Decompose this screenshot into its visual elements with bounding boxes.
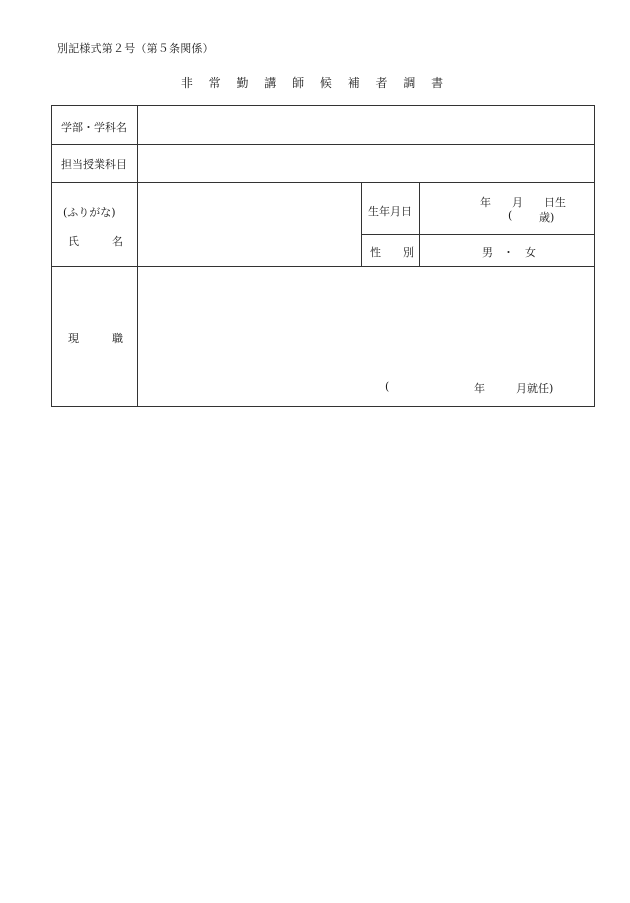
label-column-divider — [137, 106, 138, 406]
employed-month-suffix: 月就任) — [516, 382, 554, 395]
furigana-label: (ふりがな) — [63, 206, 116, 219]
name-label: 氏 名 — [68, 235, 123, 248]
birth-label-right-divider — [419, 182, 420, 266]
age-suffix: 歳) — [539, 211, 555, 224]
document-title: 非 常 勤 講 師 候 補 者 調 書 — [180, 76, 450, 90]
row-divider-birth-gender — [361, 234, 594, 235]
name-field[interactable] — [147, 198, 352, 254]
gender-male[interactable]: 男 — [482, 246, 493, 259]
gender-separator: ・ — [503, 246, 514, 259]
occupation-field[interactable] — [147, 278, 587, 368]
gender-label: 性 別 — [370, 246, 414, 259]
employed-open-paren: ( — [385, 380, 390, 393]
row-divider-3 — [52, 266, 594, 267]
faculty-label: 学部・学科名 — [61, 121, 127, 134]
faculty-field[interactable] — [147, 119, 587, 135]
birthdate-label: 生年月日 — [368, 205, 412, 218]
subject-label: 担当授業科目 — [61, 158, 127, 171]
form-reference: 別記様式第２号（第５条関係） — [57, 42, 214, 55]
age-open-paren: ( — [508, 209, 513, 222]
birth-month-suffix: 月 — [512, 196, 523, 209]
birth-day-suffix: 日生 — [544, 196, 566, 209]
occupation-label: 現 職 — [68, 332, 123, 345]
birth-label-left-divider — [361, 182, 362, 266]
birth-year-suffix: 年 — [480, 196, 491, 209]
row-divider-1 — [52, 144, 594, 145]
row-divider-2 — [52, 182, 594, 183]
subject-field[interactable] — [147, 156, 587, 172]
candidate-form-table — [51, 105, 595, 407]
employed-year-suffix: 年 — [474, 382, 485, 395]
gender-female[interactable]: 女 — [525, 246, 536, 259]
